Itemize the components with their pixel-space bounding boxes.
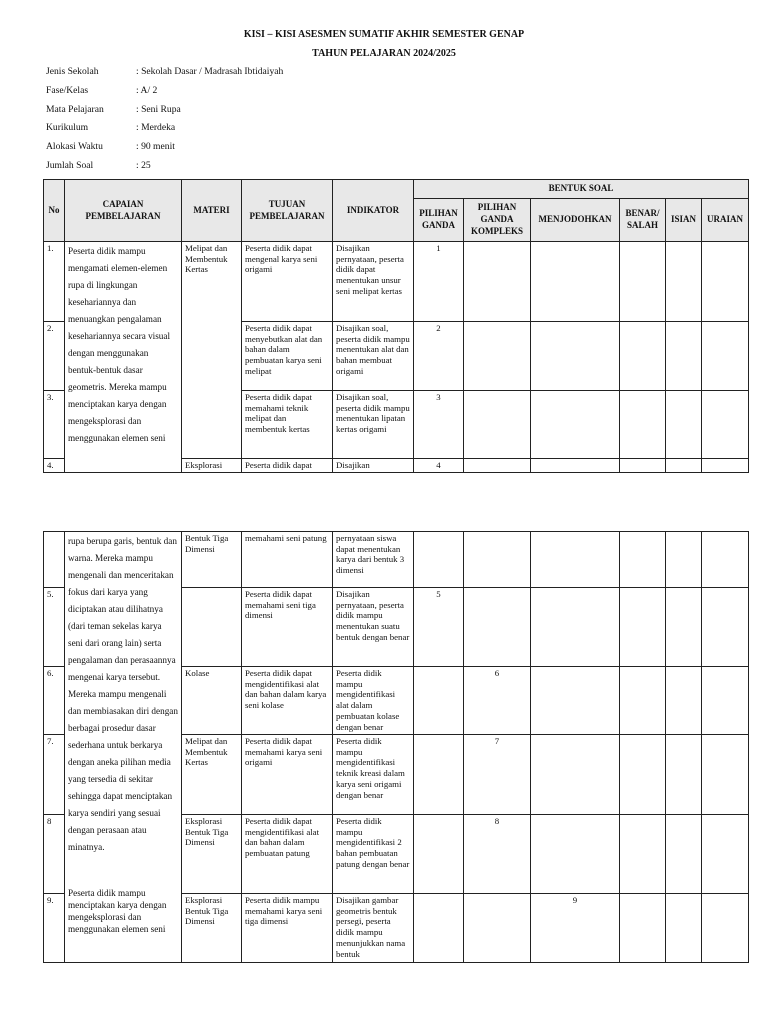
cell-tujuan: Peserta didik dapat memahami karya seni origami xyxy=(242,735,333,815)
cell-pilihan-ganda-kompleks: 7 xyxy=(464,735,531,815)
cell-empty xyxy=(666,588,702,667)
info-value: : 90 menit xyxy=(136,141,175,152)
cell-empty xyxy=(620,667,666,735)
cell-indikator: Disajikan soal, peserta didik mampu menentukan lipatan kertas origami xyxy=(333,391,414,459)
cell-materi: Eksplorasi xyxy=(182,459,242,473)
cell-materi: Eksplorasi Bentuk Tiga Dimensi xyxy=(182,894,242,963)
cell-empty xyxy=(620,391,666,459)
cell-indikator: Peserta didik mampu mengidentifikasi teknik kreasi dalam karya seni origami dengan benar xyxy=(333,735,414,815)
cell-pilihan-ganda xyxy=(414,815,464,894)
info-row xyxy=(46,104,181,115)
header-indikator: INDIKATOR xyxy=(333,180,414,242)
cell-empty xyxy=(702,588,749,667)
cell-no: 7. xyxy=(44,735,65,815)
cell-no: 3. xyxy=(44,391,65,459)
cell-empty xyxy=(666,242,702,322)
cell-tujuan: Peserta didik mampu memahami karya seni tiga dimensi xyxy=(242,894,333,963)
header-capaian: CAPAIAN PEMBELAJARAN xyxy=(65,180,182,242)
cell-empty xyxy=(666,459,702,473)
cell-pilihan-ganda-kompleks: 8 xyxy=(464,815,531,894)
cell-pilihan-ganda-kompleks xyxy=(464,588,531,667)
cell-tujuan: Peserta didik dapat mengidentifikasi alat dan bahan dalam karya seni kolase xyxy=(242,667,333,735)
header-no: No xyxy=(44,180,65,242)
info-value: : Sekolah Dasar / Madrasah Ibtidaiyah xyxy=(136,66,284,77)
cell-empty xyxy=(620,588,666,667)
cell-empty xyxy=(666,532,702,588)
info-row xyxy=(46,85,157,96)
cell-no: 2. xyxy=(44,322,65,391)
cell-empty xyxy=(464,242,531,322)
header-uraian: URAIAN xyxy=(702,199,749,242)
cell-empty xyxy=(464,459,531,473)
cell-empty xyxy=(620,459,666,473)
cell-empty xyxy=(702,815,749,894)
cell-indikator: Peserta didik mampu mengidentifikasi alat dalam pembuatan kolase dengan benar xyxy=(333,667,414,735)
cell-tujuan: Peserta didik dapat menyebutkan alat dan bahan dalam pembuatan karya seni melipat xyxy=(242,322,333,391)
cell-no: 1. xyxy=(44,242,65,322)
header-pilihan-ganda-kompleks: PILIHAN GANDA KOMPLEKS xyxy=(464,199,531,242)
cell-empty xyxy=(702,322,749,391)
info-value: : Merdeka xyxy=(136,122,176,133)
cell-empty xyxy=(620,735,666,815)
cell-pilihan-ganda xyxy=(414,667,464,735)
cell-materi: Bentuk Tiga Dimensi xyxy=(182,532,242,588)
kisi-table-page1 xyxy=(43,179,749,473)
table-row xyxy=(44,242,749,322)
info-value: : A/ 2 xyxy=(136,85,158,96)
capaian-text: rupa berupa garis, bentuk dan warna. Mereka mampu mengenali dan menceritakan fokus dari karya yang diciptakan atau dilihatnya (dari teman sekelas karya seni dari orang lain) serta pengalaman dan perasaannya mengenai karya tersebut. Mereka mampu mengenali dan membiasakan diri dengan berbagai prosedur dasar sederhana untuk berkarya dengan aneka pilihan media yang tersedia di sekitar sehingga dapat menciptakan karya sendiri yang sesuai dengan perasaan atau minatnya. xyxy=(68,536,178,852)
cell-menjodohkan xyxy=(531,588,620,667)
cell-pilihan-ganda: 4 xyxy=(414,459,464,473)
cell-empty xyxy=(702,667,749,735)
cell-pilihan-ganda-kompleks xyxy=(464,894,531,963)
cell-pilihan-ganda xyxy=(414,894,464,963)
cell-empty xyxy=(666,667,702,735)
cell-empty xyxy=(702,532,749,588)
cell-empty xyxy=(666,894,702,963)
cell-tujuan: Peserta didik dapat memahami seni tiga dimensi xyxy=(242,588,333,667)
cell-tujuan: memahami seni patung xyxy=(242,532,333,588)
table-row xyxy=(44,532,749,588)
cell-indikator: Disajikan soal, peserta didik mampu menentukan alat dan bahan membuat origami xyxy=(333,322,414,391)
cell-empty xyxy=(666,322,702,391)
cell-empty xyxy=(620,532,666,588)
cell-materi xyxy=(182,588,242,667)
cell-tujuan: Peserta didik dapat mengenal karya seni origami xyxy=(242,242,333,322)
cell-empty xyxy=(702,242,749,322)
header-tujuan: TUJUAN PEMBELAJARAN xyxy=(242,180,333,242)
cell-materi: Melipat dan Membentuk Kertas xyxy=(182,735,242,815)
cell-menjodohkan xyxy=(531,532,620,588)
cell-empty xyxy=(531,391,620,459)
page-subtitle: TAHUN PELAJARAN 2024/2025 xyxy=(312,48,456,59)
cell-no xyxy=(44,532,65,588)
cell-empty xyxy=(464,322,531,391)
info-label: Kurikulum xyxy=(46,122,89,133)
cell-empty xyxy=(666,815,702,894)
header-materi: MATERI xyxy=(182,180,242,242)
cell-empty xyxy=(620,815,666,894)
kisi-table-page2 xyxy=(43,531,749,963)
info-row xyxy=(46,122,175,133)
cell-empty xyxy=(620,322,666,391)
info-label: Mata Pelajaran xyxy=(46,104,104,115)
cell-empty xyxy=(620,894,666,963)
cell-no: 5. xyxy=(44,588,65,667)
cell-empty xyxy=(702,391,749,459)
cell-menjodohkan xyxy=(531,735,620,815)
cell-empty xyxy=(702,894,749,963)
header-menjodohkan: MENJODOHKAN xyxy=(531,199,620,242)
cell-no: 4. xyxy=(44,459,65,473)
header-isian: ISIAN xyxy=(666,199,702,242)
cell-indikator: Disajikan pernyataan, peserta didik dapat menentukan unsur seni melipat kertas xyxy=(333,242,414,322)
cell-pilihan-ganda: 3 xyxy=(414,391,464,459)
cell-pilihan-ganda: 1 xyxy=(414,242,464,322)
cell-tujuan: Peserta didik dapat memahami teknik melipat dan membentuk kertas xyxy=(242,391,333,459)
cell-indikator: Peserta didik mampu mengidentifikasi 2 bahan pembuatan patung dengan benar xyxy=(333,815,414,894)
cell-indikator: Disajikan gambar geometris bentuk persegi, peserta didik mampu menunjukkan nama bentuk xyxy=(333,894,414,963)
info-row xyxy=(46,66,283,77)
info-value: : Seni Rupa xyxy=(136,104,181,115)
capaian-text-2: Peserta didik mampu menciptakan karya dengan mengeksplorasi dan menggunakan elemen seni xyxy=(68,888,167,934)
cell-pilihan-ganda: 5 xyxy=(414,588,464,667)
cell-capaian xyxy=(65,532,182,963)
cell-empty xyxy=(464,391,531,459)
cell-pilihan-ganda: 2 xyxy=(414,322,464,391)
cell-menjodohkan xyxy=(531,667,620,735)
header-pilihan-ganda: PILIHAN GANDA xyxy=(414,199,464,242)
cell-materi: Melipat dan Membentuk Kertas xyxy=(182,242,242,459)
cell-indikator: Disajikan pernyataan, peserta didik mampu menentukan suatu bentuk dengan benar xyxy=(333,588,414,667)
cell-empty xyxy=(531,322,620,391)
info-row xyxy=(46,141,175,152)
cell-tujuan: Peserta didik dapat xyxy=(242,459,333,473)
header-benar-salah: BENAR/ SALAH xyxy=(620,199,666,242)
cell-menjodohkan xyxy=(531,815,620,894)
cell-pilihan-ganda xyxy=(414,735,464,815)
cell-empty xyxy=(531,242,620,322)
page-title: KISI – KISI ASESMEN SUMATIF AKHIR SEMESTER GENAP xyxy=(243,29,525,40)
cell-empty xyxy=(666,391,702,459)
info-label: Jumlah Soal xyxy=(46,160,94,171)
cell-empty xyxy=(702,735,749,815)
info-label: Jenis Sekolah xyxy=(46,66,99,77)
cell-no: 6. xyxy=(44,667,65,735)
info-label: Alokasi Waktu xyxy=(46,141,103,152)
cell-menjodohkan: 9 xyxy=(531,894,620,963)
cell-empty xyxy=(620,242,666,322)
cell-capaian: Peserta didik mampu mengamati elemen-elemen rupa di lingkungan kesehariannya dan menuangkan pengalaman kesehariannya secara visual dengan menggunakan bentuk-bentuk dasar geometris. Mereka mampu menciptakan karya dengan mengeksplorasi dan menggunakan elemen seni xyxy=(65,242,182,473)
cell-empty xyxy=(702,459,749,473)
cell-no: 8 xyxy=(44,815,65,894)
cell-materi: Eksplorasi Bentuk Tiga Dimensi xyxy=(182,815,242,894)
cell-pilihan-ganda-kompleks: 6 xyxy=(464,667,531,735)
cell-pilihan-ganda xyxy=(414,532,464,588)
cell-pilihan-ganda-kompleks xyxy=(464,532,531,588)
cell-empty xyxy=(666,735,702,815)
cell-empty xyxy=(531,459,620,473)
info-row xyxy=(46,160,151,171)
cell-materi: Kolase xyxy=(182,667,242,735)
header-bentuk-soal: BENTUK SOAL xyxy=(414,180,749,199)
cell-indikator: Disajikan xyxy=(333,459,414,473)
info-value: : 25 xyxy=(136,160,151,171)
cell-no: 9. xyxy=(44,894,65,963)
cell-tujuan: Peserta didik dapat mengidentifikasi alat dan bahan dalam pembuatan patung xyxy=(242,815,333,894)
cell-indikator: pernyataan siswa dapat menentukan karya dari bentuk 3 dimensi xyxy=(333,532,414,588)
info-label: Fase/Kelas xyxy=(46,85,89,96)
